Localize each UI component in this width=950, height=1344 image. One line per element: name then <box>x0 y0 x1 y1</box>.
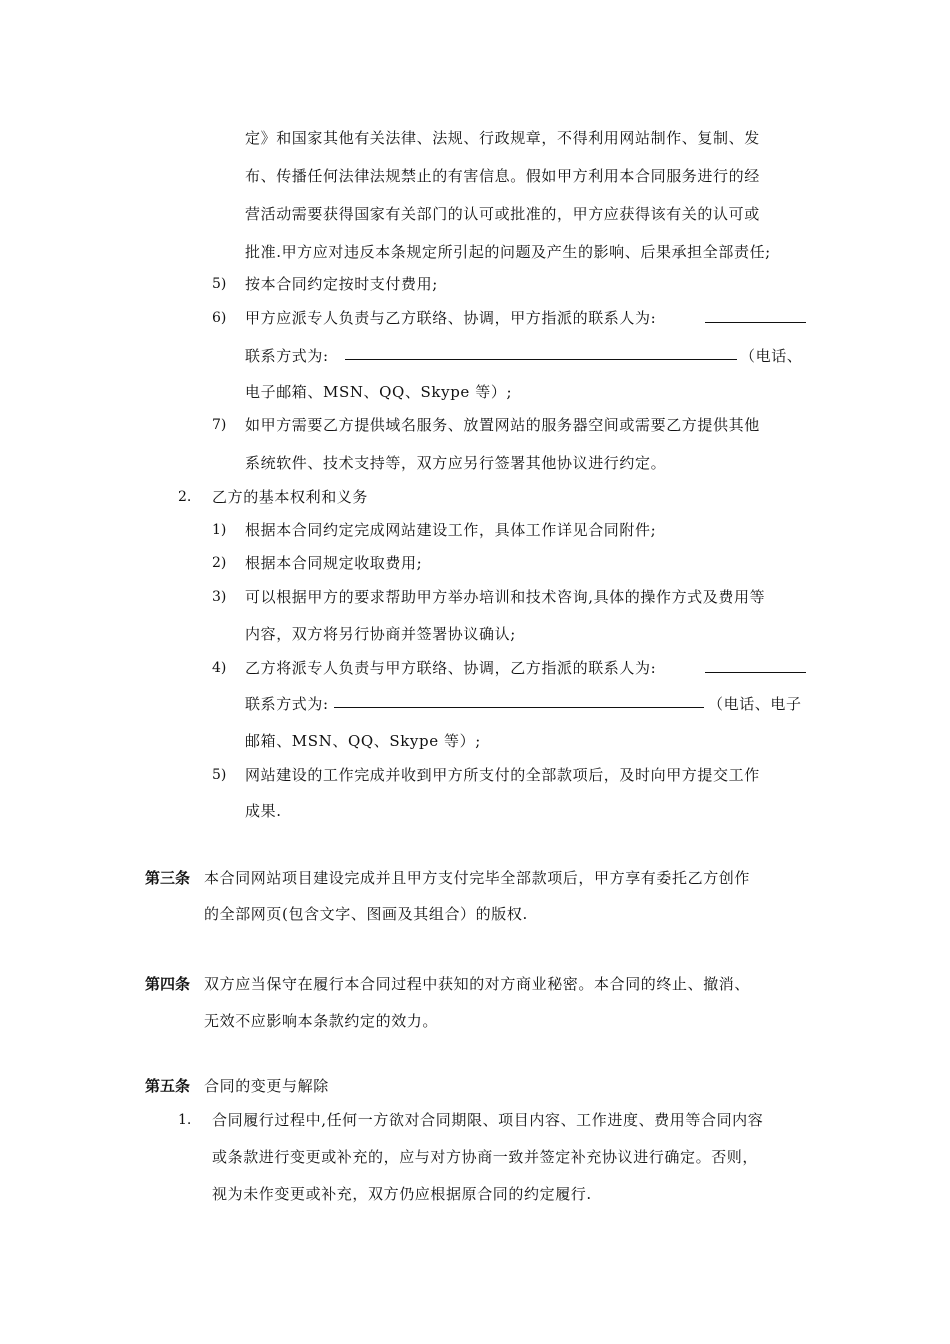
list-item-line: 联系方式为: <box>245 347 329 365</box>
paragraph-line: 定》和国家其他有关法律、法规、行政规章，不得利用网站制作、复制、发 <box>245 129 760 147</box>
list-item: 乙方将派专人负责与甲方联络、协调，乙方指派的联系人为: <box>245 659 657 677</box>
list-item-text: 甲方应派专人负责与乙方联络、协调，甲方指派的联系人为: <box>245 309 657 327</box>
paragraph-line: 布、传播任何法律法规禁止的有害信息。假如甲方利用本合同服务进行的经 <box>245 167 760 185</box>
list-item: 根据本合同规定收取费用; <box>245 554 423 572</box>
list-item: 网站建设的工作完成并收到甲方所支付的全部款项后，及时向甲方提交工作 <box>245 766 760 784</box>
list-number: 3) <box>212 589 227 605</box>
list-number: 1) <box>212 522 227 538</box>
list-number: 5) <box>212 276 227 292</box>
article-text: 本合同网站项目建设完成并且甲方支付完毕全部款项后，甲方享有委托乙方创作 <box>204 869 751 887</box>
article-text: 无效不应影响本条款约定的效力。 <box>204 1012 439 1030</box>
article-heading: 第四条 <box>145 975 191 993</box>
list-item-line: 电子邮箱、MSN、QQ、Skype 等）; <box>245 383 513 401</box>
list-item-line: 成果. <box>245 802 282 820</box>
list-item-line: 内容，双方将另行协商并签署协议确认; <box>245 625 516 643</box>
list-number: 7) <box>212 417 227 433</box>
contact-person-blank <box>705 307 806 323</box>
paragraph-line: 批准.甲方应对违反本条规定所引起的问题及产生的影响、后果承担全部责任; <box>245 243 771 261</box>
paragraph-line: 视为未作变更或补充，双方仍应根据原合同的约定履行. <box>212 1185 592 1203</box>
list-number: 2) <box>212 555 227 571</box>
list-item: 根据本合同约定完成网站建设工作，具体工作详见合同附件; <box>245 521 657 539</box>
article-title: 合同的变更与解除 <box>204 1077 329 1095</box>
article-heading: 第五条 <box>145 1077 191 1095</box>
list-item-line: （电话、 <box>740 347 803 365</box>
list-number: 6) <box>212 310 227 326</box>
article-text: 的全部网页(包含文字、图画及其组合）的版权. <box>204 905 528 923</box>
list-item-line: （电话、电子 <box>708 695 802 713</box>
section-number: 1. <box>178 1112 192 1128</box>
list-item-line: 联系方式为: <box>245 695 329 713</box>
list-item-line: 系统软件、技术支持等，双方应另行签署其他协议进行约定。 <box>245 454 667 472</box>
list-number: 5) <box>212 767 227 783</box>
list-item <box>245 308 656 328</box>
contact-method-blank <box>334 692 704 708</box>
list-item: 按本合同约定按时支付费用; <box>245 275 438 293</box>
section-number: 2. <box>178 489 192 505</box>
list-item-line: 邮箱、MSN、QQ、Skype 等）; <box>245 732 481 750</box>
list-item: 可以根据甲方的要求帮助甲方举办培训和技术咨询,具体的操作方式及费用等 <box>245 588 766 606</box>
paragraph-line: 或条款进行变更或补充的，应与对方协商一致并签定补充协议进行确定。否则， <box>212 1148 759 1166</box>
article-heading: 第三条 <box>145 869 191 887</box>
list-number: 4) <box>212 660 227 676</box>
article-text: 双方应当保守在履行本合同过程中获知的对方商业秘密。本合同的终止、撤消、 <box>204 975 751 993</box>
contact-person-blank <box>705 657 806 673</box>
contact-method-blank <box>345 344 737 360</box>
paragraph-line: 合同履行过程中,任何一方欲对合同期限、项目内容、工作进度、费用等合同内容 <box>212 1111 764 1129</box>
section-title: 乙方的基本权利和义务 <box>212 488 369 506</box>
list-item: 如甲方需要乙方提供域名服务、放置网站的服务器空间或需要乙方提供其他 <box>245 416 760 434</box>
paragraph-line: 营活动需要获得国家有关部门的认可或批准的，甲方应获得该有关的认可或 <box>245 205 760 223</box>
